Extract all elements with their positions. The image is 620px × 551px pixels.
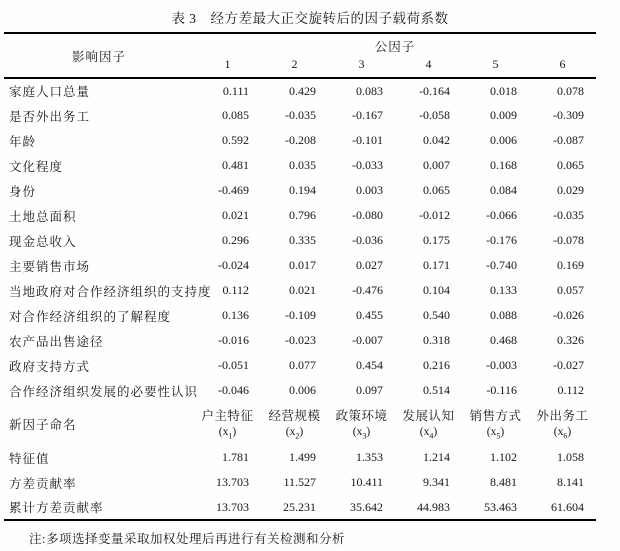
cell-value: -0.023 — [285, 333, 316, 347]
factor-name: 外出务工 — [536, 409, 589, 424]
factor-symbol-subscript: 3 — [362, 430, 367, 440]
factor-name-cell — [261, 403, 328, 445]
stat-row — [4, 470, 596, 495]
cell-value: -0.116 — [486, 383, 517, 397]
cell-value: 0.454 — [356, 358, 383, 372]
cell-value: 1.353 — [356, 450, 383, 464]
cell-value: 0.111 — [222, 83, 249, 98]
cell-value: 0.112 — [557, 383, 585, 397]
cell-value: 0.027 — [356, 258, 383, 272]
row-label: 是否外出务工 — [9, 109, 91, 124]
cell-value: 0.088 — [490, 308, 517, 322]
cell-value: -0.003 — [486, 358, 517, 372]
cell-value: -0.033 — [352, 158, 383, 172]
cell-value: 0.009 — [490, 108, 517, 122]
factor-name: 发展认知 — [402, 409, 455, 424]
column-header: 6 — [559, 57, 566, 71]
column-header: 2 — [291, 57, 298, 71]
cell-value: 10.411 — [350, 475, 383, 489]
factor-symbol-subscript: 5 — [496, 430, 501, 440]
factor-name: 政策环境 — [335, 409, 388, 424]
factor-symbol: $(x_4)$ — [419, 425, 438, 440]
table-row — [4, 353, 596, 378]
cell-value: 1.214 — [423, 450, 450, 464]
row-label: 农产品出售途径 — [9, 334, 104, 349]
table-title: 表 3 经方差最大正交旋转后的因子载荷系数 — [171, 11, 449, 26]
cell-value: -0.469 — [218, 183, 249, 197]
cell-value: 44.983 — [417, 499, 450, 514]
cell-value: 0.018 — [490, 83, 517, 98]
cell-value: 13.703 — [216, 499, 249, 514]
factor-name-cell — [462, 403, 529, 445]
cell-value: 8.481 — [490, 475, 517, 489]
factor-symbol: $(x_1)$ — [218, 425, 237, 440]
table-body — [4, 78, 596, 520]
table-row — [4, 328, 596, 353]
column-header: 1 — [224, 57, 231, 71]
cell-value: 0.007 — [423, 158, 450, 172]
row-label: 当地政府对合作经济组织的支持度 — [9, 284, 212, 299]
cell-value: 53.463 — [484, 499, 517, 514]
column-header: 5 — [492, 57, 499, 71]
table-row — [4, 103, 596, 128]
table-row — [4, 253, 596, 278]
factor-loading-table — [4, 32, 596, 521]
table-row — [4, 78, 596, 103]
cell-value: -0.167 — [352, 108, 383, 122]
factor-symbol: $(x_2)$ — [285, 425, 304, 440]
cell-value: -0.024 — [218, 258, 249, 272]
cell-value: 0.112 — [222, 283, 249, 297]
row-label: 身份 — [9, 184, 37, 199]
factor-symbol: $(x_3)$ — [352, 425, 371, 440]
cell-value: 0.035 — [289, 158, 316, 172]
row-label: 政府支持方式 — [9, 359, 91, 374]
row-label: 家庭人口总量 — [9, 85, 91, 99]
cell-value: 0.077 — [289, 358, 316, 372]
cell-value: 0.042 — [423, 133, 450, 147]
cell-value: 0.084 — [490, 183, 517, 197]
cell-value: 25.231 — [283, 499, 316, 514]
factor-name: 户主特征 — [201, 409, 254, 424]
cell-value: 0.078 — [557, 83, 585, 98]
cell-value: 0.083 — [356, 83, 383, 98]
cell-value: 0.468 — [490, 333, 517, 347]
factor-symbol: $(x_5)$ — [486, 425, 505, 440]
cell-value: -0.087 — [553, 133, 585, 147]
cell-value: 0.168 — [490, 158, 517, 172]
factor-symbol-subscript: 4 — [429, 430, 434, 440]
factor-name-cell — [328, 403, 395, 445]
table-row — [4, 153, 596, 178]
cell-value: -0.046 — [218, 383, 249, 397]
factor-name: 销售方式 — [469, 409, 522, 424]
factor-name-cell — [194, 403, 261, 445]
cell-value: -0.208 — [285, 133, 316, 147]
cell-value: 0.006 — [289, 383, 316, 397]
cell-value: 0.296 — [222, 233, 249, 247]
cell-value: 1.058 — [557, 450, 585, 464]
cell-value: 0.003 — [356, 183, 383, 197]
factor-symbol-subscript: 6 — [563, 430, 568, 440]
cell-value: 0.021 — [289, 283, 316, 297]
table-row — [4, 203, 596, 228]
cell-value: 1.781 — [222, 450, 249, 464]
cell-value: 9.341 — [423, 475, 450, 489]
cell-value: 0.175 — [423, 233, 450, 247]
cell-value: 0.029 — [557, 183, 585, 197]
cell-value: 0.006 — [490, 133, 517, 147]
cell-value: 0.021 — [222, 208, 249, 222]
cell-value: 35.642 — [350, 499, 383, 514]
row-label: 土地总面积 — [9, 209, 77, 224]
cell-value: 0.194 — [289, 183, 316, 197]
factor-name-cell — [529, 403, 596, 445]
row-label: 特征值 — [9, 451, 50, 466]
cell-value: -0.016 — [218, 333, 249, 347]
stat-row — [4, 445, 596, 470]
cell-value: -0.109 — [285, 308, 316, 322]
cell-value: 0.429 — [289, 83, 316, 98]
cell-value: -0.027 — [553, 358, 585, 372]
row-header-label: 影响因子 — [71, 49, 126, 64]
cell-value: -0.101 — [352, 133, 383, 147]
cell-value: -0.026 — [553, 308, 585, 322]
row-label: 文化程度 — [9, 159, 64, 174]
cell-value: 11.527 — [283, 475, 316, 489]
cell-value: -0.164 — [419, 83, 450, 98]
table-footnote: 注:多项选择变量采取加权处理后再进行有关检测和分析 — [29, 532, 345, 546]
cell-value: 0.318 — [423, 333, 450, 347]
row-label: 主要销售市场 — [9, 259, 91, 274]
cell-value: 0.104 — [423, 283, 450, 297]
row-label: 累计方差贡献率 — [9, 501, 104, 515]
cell-value: -0.036 — [352, 233, 383, 247]
cell-value: -0.007 — [352, 333, 383, 347]
row-label: 新因子命名 — [9, 418, 77, 432]
column-header: 3 — [358, 57, 365, 71]
table-row — [4, 278, 596, 303]
cell-value: 1.102 — [490, 450, 517, 464]
factor-symbol: $(x_6)$ — [553, 425, 572, 440]
cell-value: 0.540 — [423, 308, 450, 322]
table-row — [4, 128, 596, 153]
cell-value: -0.740 — [486, 258, 517, 272]
cell-value: 0.169 — [557, 258, 585, 272]
row-label: 合作经济组织发展的必要性认识 — [9, 384, 199, 399]
table-row — [4, 378, 596, 403]
cell-value: 8.141 — [557, 475, 585, 489]
cell-value: -0.066 — [486, 208, 517, 222]
cell-value: 0.065 — [423, 183, 450, 197]
cell-value: 0.592 — [222, 133, 249, 147]
cell-value: 0.514 — [423, 383, 450, 397]
naming-row — [4, 403, 596, 445]
factor-name-cell — [395, 403, 462, 445]
cell-value: 0.216 — [423, 358, 450, 372]
table-row — [4, 303, 596, 328]
cell-value: 0.455 — [356, 308, 383, 322]
cell-value: 0.796 — [289, 208, 316, 222]
cell-value: -0.176 — [486, 233, 517, 247]
stat-row — [4, 495, 596, 520]
cell-value: 0.017 — [289, 258, 316, 272]
cell-value: 1.499 — [289, 450, 316, 464]
row-label: 对合作经济组织的了解程度 — [9, 309, 172, 324]
cell-value: -0.058 — [419, 108, 450, 122]
header-row-group — [4, 33, 596, 57]
cell-value: 0.171 — [423, 258, 450, 272]
column-header: 4 — [425, 57, 432, 71]
cell-value: 0.136 — [222, 308, 249, 322]
cell-value: -0.476 — [352, 283, 383, 297]
group-header-label: 公因子 — [374, 39, 416, 54]
cell-value: -0.051 — [218, 358, 249, 372]
cell-value: 0.133 — [490, 283, 517, 297]
cell-value: -0.035 — [285, 108, 316, 122]
cell-value: 0.481 — [222, 158, 249, 172]
cell-value: 0.065 — [557, 158, 585, 172]
cell-value: 0.085 — [222, 108, 249, 122]
factor-symbol-subscript: 2 — [295, 430, 300, 440]
cell-value: 61.604 — [551, 499, 585, 514]
cell-value: -0.035 — [553, 208, 585, 222]
cell-value: 13.703 — [216, 475, 249, 489]
table-header — [4, 33, 596, 78]
cell-value: 0.335 — [289, 233, 316, 247]
cell-value: -0.080 — [352, 208, 383, 222]
table-row — [4, 178, 596, 203]
cell-value: 0.326 — [557, 333, 585, 347]
cell-value: -0.012 — [419, 208, 450, 222]
row-label: 年龄 — [9, 134, 37, 149]
cell-value: -0.309 — [553, 108, 585, 122]
factor-symbol-subscript: 1 — [228, 430, 233, 440]
table-row — [4, 228, 596, 253]
cell-value: 0.057 — [557, 283, 585, 297]
row-label: 现金总收入 — [9, 234, 77, 249]
factor-name: 经营规模 — [268, 409, 321, 424]
row-label: 方差贡献率 — [9, 476, 77, 491]
cell-value: -0.078 — [553, 233, 585, 247]
cell-value: 0.097 — [356, 383, 383, 397]
